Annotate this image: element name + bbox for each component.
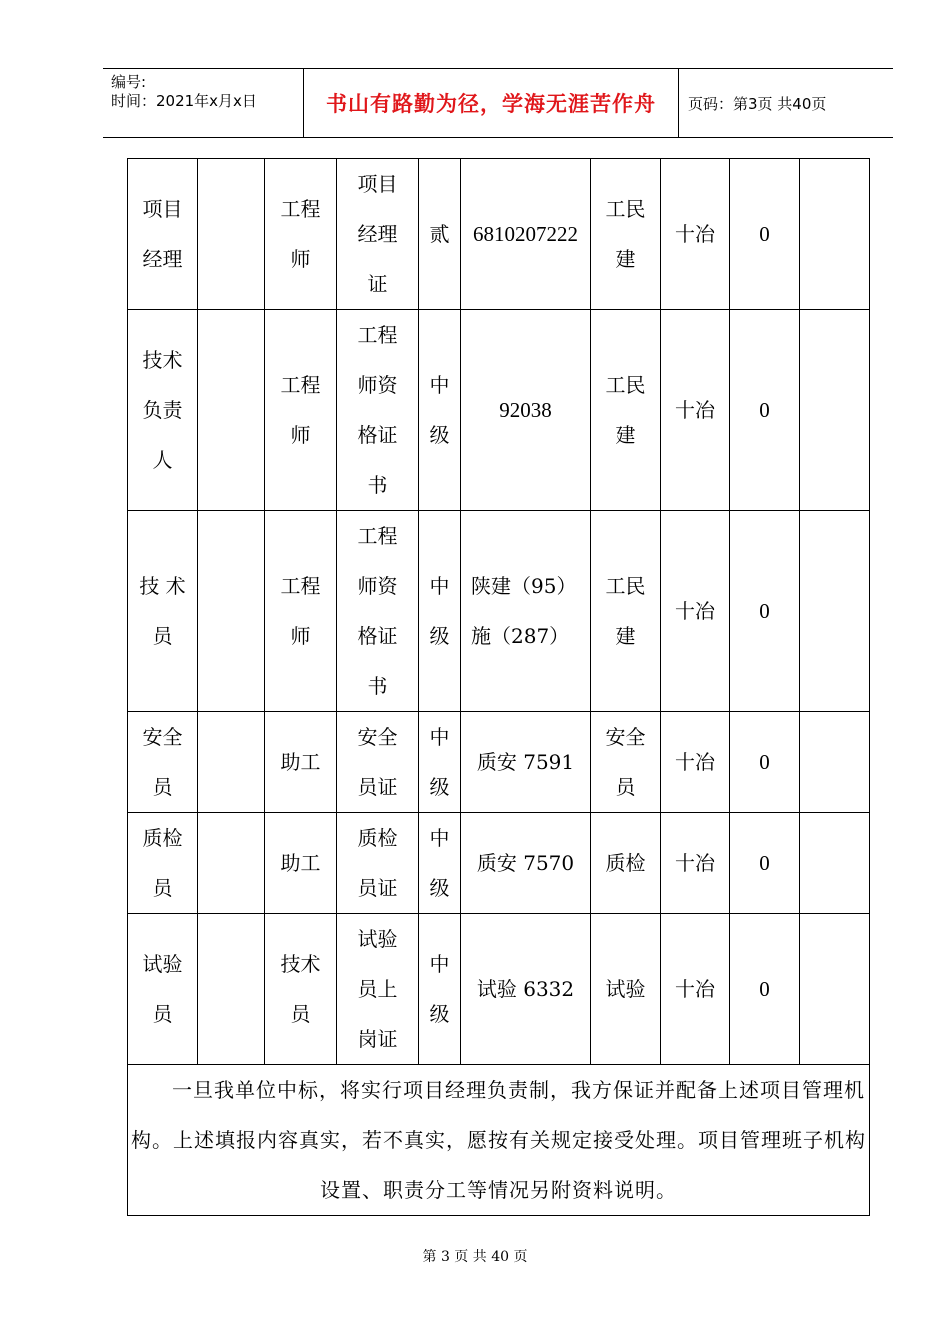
unit-cell: 十冶: [661, 310, 730, 511]
count-cell: 0: [730, 511, 800, 712]
table-row: [128, 310, 870, 511]
page-footer: 第 3 页 共 40 页: [422, 1249, 528, 1265]
role-cell: 质检 员: [128, 813, 198, 914]
extra-cell: [800, 159, 870, 310]
name-cell: [198, 159, 265, 310]
specialty-cell: 质检: [591, 813, 661, 914]
role-cell: 试验 员: [128, 914, 198, 1065]
specialty-cell: 工民 建: [591, 310, 661, 511]
certificate-cell: 工程 师资 格证 书: [337, 511, 419, 712]
extra-cell: [800, 712, 870, 813]
grade-cell: 中 级: [419, 914, 461, 1065]
role-cell: 项目 经理: [128, 159, 198, 310]
extra-cell: [800, 914, 870, 1065]
cert-number-cell: 92038: [461, 310, 591, 511]
header-meta: [103, 69, 303, 137]
header-divider: [678, 69, 679, 137]
count-cell: 0: [730, 813, 800, 914]
role-cell: 安全 员: [128, 712, 198, 813]
table-row: [128, 914, 870, 1065]
certificate-cell: 安全 员证: [337, 712, 419, 813]
name-cell: [198, 511, 265, 712]
staff-table: [127, 158, 870, 1216]
cert-number-cell: 陕建（95） 施（287）: [461, 511, 591, 712]
title-cell: 工程 师: [265, 159, 337, 310]
specialty-cell: 工民 建: [591, 511, 661, 712]
count-cell: 0: [730, 914, 800, 1065]
cert-number-cell: 试验 6332: [461, 914, 591, 1065]
note-row: [128, 1065, 870, 1216]
role-cell: 技 术 员: [128, 511, 198, 712]
name-cell: [198, 712, 265, 813]
unit-cell: 十冶: [661, 159, 730, 310]
certificate-cell: 项目 经理 证: [337, 159, 419, 310]
grade-cell: 中 级: [419, 310, 461, 511]
table-row: [128, 712, 870, 813]
grade-cell: 贰: [419, 159, 461, 310]
unit-cell: 十冶: [661, 712, 730, 813]
role-cell: 技术 负责 人: [128, 310, 198, 511]
certificate-cell: 工程 师资 格证 书: [337, 310, 419, 511]
extra-cell: [800, 813, 870, 914]
name-cell: [198, 310, 265, 511]
certificate-cell: 试验 员上 岗证: [337, 914, 419, 1065]
title-cell: 助工: [265, 813, 337, 914]
unit-cell: 十冶: [661, 914, 730, 1065]
title-cell: 助工: [265, 712, 337, 813]
unit-cell: 十冶: [661, 813, 730, 914]
cert-number-cell: 质安 7570: [461, 813, 591, 914]
count-cell: 0: [730, 159, 800, 310]
extra-cell: [800, 310, 870, 511]
unit-cell: 十冶: [661, 511, 730, 712]
extra-cell: [800, 511, 870, 712]
grade-cell: 中 级: [419, 712, 461, 813]
title-cell: 技术 员: [265, 914, 337, 1065]
specialty-cell: 工民 建: [591, 159, 661, 310]
title-cell: 工程 师: [265, 310, 337, 511]
cert-number-cell: 质安 7591: [461, 712, 591, 813]
page-header: [103, 68, 893, 138]
time-label: 时间：2021年x月x日: [111, 92, 257, 110]
specialty-cell: 安全 员: [591, 712, 661, 813]
number-label: 编号:: [111, 73, 147, 91]
name-cell: [198, 813, 265, 914]
table-row: [128, 813, 870, 914]
specialty-cell: 试验: [591, 914, 661, 1065]
header-motto: 书山有路勤为径，学海无涯苦作舟: [326, 92, 656, 116]
grade-cell: 中 级: [419, 813, 461, 914]
certificate-cell: 质检 员证: [337, 813, 419, 914]
title-cell: 工程 师: [265, 511, 337, 712]
table-row: [128, 511, 870, 712]
count-cell: 0: [730, 310, 800, 511]
header-page-label: 页码：第3页 共40页: [688, 94, 827, 113]
name-cell: [198, 914, 265, 1065]
count-cell: 0: [730, 712, 800, 813]
table-row: [128, 159, 870, 310]
commitment-note: 一旦我单位中标，将实行项目经理负责制，我方保证并配备上述项目管理机构。上述填报内容真实，若不真实，愿按有关规定接受处理。项目管理班子机构设置、职责分工等情况另附资料说明。: [128, 1065, 870, 1216]
cert-number-cell: 6810207222: [461, 159, 591, 310]
grade-cell: 中 级: [419, 511, 461, 712]
